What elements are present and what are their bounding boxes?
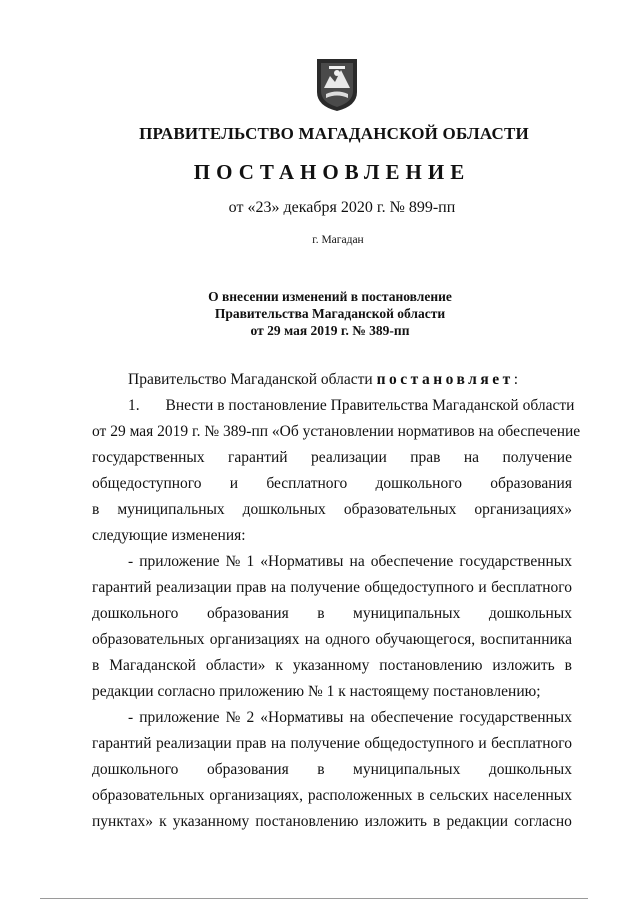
- document-body: [92, 367, 581, 835]
- subject-line: О внесении изменений в постановление: [208, 289, 452, 304]
- word: и: [229, 475, 239, 492]
- word: получение: [502, 449, 572, 466]
- word: в: [92, 501, 100, 518]
- word: бесплатного: [491, 735, 572, 752]
- word: образовательных: [343, 501, 457, 518]
- word: на: [270, 735, 287, 752]
- word: бесплатного: [266, 475, 348, 492]
- word: прав: [410, 449, 441, 466]
- word: образовательных: [92, 631, 205, 648]
- word: дошкольного: [92, 605, 179, 622]
- word: изложить: [364, 813, 427, 830]
- government-title: ПРАВИТЕЛЬСТВО МАГАДАНСКОЙ ОБЛАСТИ: [139, 124, 529, 143]
- word: постановлению: [255, 813, 359, 830]
- justified-line: [92, 575, 572, 601]
- word: общедоступного: [364, 735, 474, 752]
- word: государственных: [459, 553, 572, 570]
- word: в: [433, 813, 441, 830]
- justified-line: [92, 497, 572, 523]
- preamble-text: Правительство Магаданской области: [128, 371, 373, 388]
- word: изложить: [492, 657, 555, 674]
- word: к: [275, 657, 283, 674]
- word: пунктах»: [92, 813, 154, 830]
- word: области»: [205, 657, 266, 674]
- decree-word: постановляет: [376, 371, 514, 388]
- word: дошкольного: [92, 761, 179, 778]
- paragraph-text: редакции согласно приложению № 1 к настоящему постановлению;: [92, 683, 541, 700]
- document-subject: [120, 288, 540, 339]
- word: на: [349, 709, 365, 726]
- item-number: 1.: [128, 397, 140, 414]
- word: населенных: [493, 787, 572, 804]
- word: прав: [236, 579, 267, 596]
- word: муниципальных: [117, 501, 225, 518]
- subject-line: от 29 мая 2019 г. № 389-пп: [250, 323, 410, 338]
- word: приложение: [139, 709, 220, 726]
- word: на: [304, 631, 320, 648]
- word: реализации: [311, 449, 387, 466]
- word: образования: [206, 761, 289, 778]
- preamble-colon: :: [513, 371, 519, 388]
- word: -: [128, 709, 134, 726]
- word: гарантий: [92, 579, 152, 596]
- word: дошкольных: [488, 761, 572, 778]
- justified-line: [92, 549, 572, 575]
- document-date-number: от «23» декабря 2020 г. № 899-пп: [228, 199, 456, 216]
- page-bottom-divider: [40, 898, 588, 899]
- word: организациях,: [209, 787, 304, 804]
- paragraph-text: следующие изменения:: [92, 527, 246, 544]
- word: расположенных: [307, 787, 413, 804]
- word: -: [128, 553, 134, 570]
- justified-line: [92, 731, 572, 757]
- word: муниципальных: [353, 761, 461, 778]
- word: организациях: [209, 631, 300, 648]
- word: в: [92, 657, 100, 674]
- word: общедоступного: [92, 475, 202, 492]
- justified-line: [92, 627, 572, 653]
- word: реализации: [155, 735, 232, 752]
- word: образовательных: [92, 787, 205, 804]
- word: обеспечение: [370, 709, 454, 726]
- word: реализации: [155, 579, 232, 596]
- word: на: [463, 449, 480, 466]
- justified-line: [92, 601, 572, 627]
- word: муниципальных: [353, 605, 461, 622]
- justified-line: [92, 809, 572, 835]
- word: дошкольного: [375, 475, 462, 492]
- word: указанному: [172, 813, 250, 830]
- word: организациях»: [474, 501, 572, 518]
- word: одного: [325, 631, 371, 648]
- word: получение: [290, 735, 360, 752]
- word: гарантий: [228, 449, 288, 466]
- word: Магаданской: [109, 657, 196, 674]
- preamble-line: [92, 367, 572, 393]
- word: государственных: [92, 449, 205, 466]
- word: на: [349, 553, 365, 570]
- word: «Нормативы: [260, 709, 344, 726]
- word: дошкольных: [488, 605, 572, 622]
- word: дошкольных: [242, 501, 326, 518]
- word: и: [478, 735, 487, 752]
- justified-line: [92, 653, 572, 679]
- word: государственных: [459, 709, 572, 726]
- word: приложение: [139, 553, 220, 570]
- word: и: [478, 579, 487, 596]
- justified-line: [92, 445, 572, 471]
- word: в: [317, 605, 325, 622]
- word: воспитанника: [480, 631, 572, 648]
- paragraph-text: от 29 мая 2019 г. № 389-пп «Об установлении нормативов на обеспечение: [92, 423, 581, 440]
- word: 2: [246, 709, 255, 726]
- word: гарантий: [92, 735, 152, 752]
- word: бесплатного: [491, 579, 572, 596]
- justified-line: [92, 705, 572, 731]
- word: общедоступного: [364, 579, 474, 596]
- word: редакции: [446, 813, 509, 830]
- justified-line: [92, 783, 572, 809]
- word: обучающегося,: [375, 631, 476, 648]
- paragraph-text: Внести в постановление Правительства Магаданской области: [165, 397, 575, 414]
- document-type: ПОСТАНОВЛЕНИЕ: [193, 160, 471, 184]
- word: прав: [236, 735, 267, 752]
- word: указанному: [292, 657, 370, 674]
- item1-line: [92, 393, 575, 419]
- justified-line: [92, 757, 572, 783]
- word: в: [317, 761, 325, 778]
- word: образования: [206, 605, 289, 622]
- word: №: [225, 553, 241, 570]
- word: образования: [490, 475, 572, 492]
- coat-of-arms-emblem: [316, 58, 358, 112]
- word: в: [564, 657, 572, 674]
- word: на: [270, 579, 287, 596]
- word: получение: [290, 579, 360, 596]
- word: постановлению: [379, 657, 483, 674]
- document-city: г. Магадан: [312, 234, 364, 246]
- word: сельских: [429, 787, 489, 804]
- word: №: [225, 709, 241, 726]
- word: «Нормативы: [260, 553, 344, 570]
- word: в: [417, 787, 425, 804]
- word: 1: [246, 553, 255, 570]
- justified-line: [92, 471, 572, 497]
- word: согласно: [514, 813, 572, 830]
- subject-line: Правительства Магаданской области: [214, 306, 446, 321]
- word: обеспечение: [370, 553, 454, 570]
- word: к: [159, 813, 167, 830]
